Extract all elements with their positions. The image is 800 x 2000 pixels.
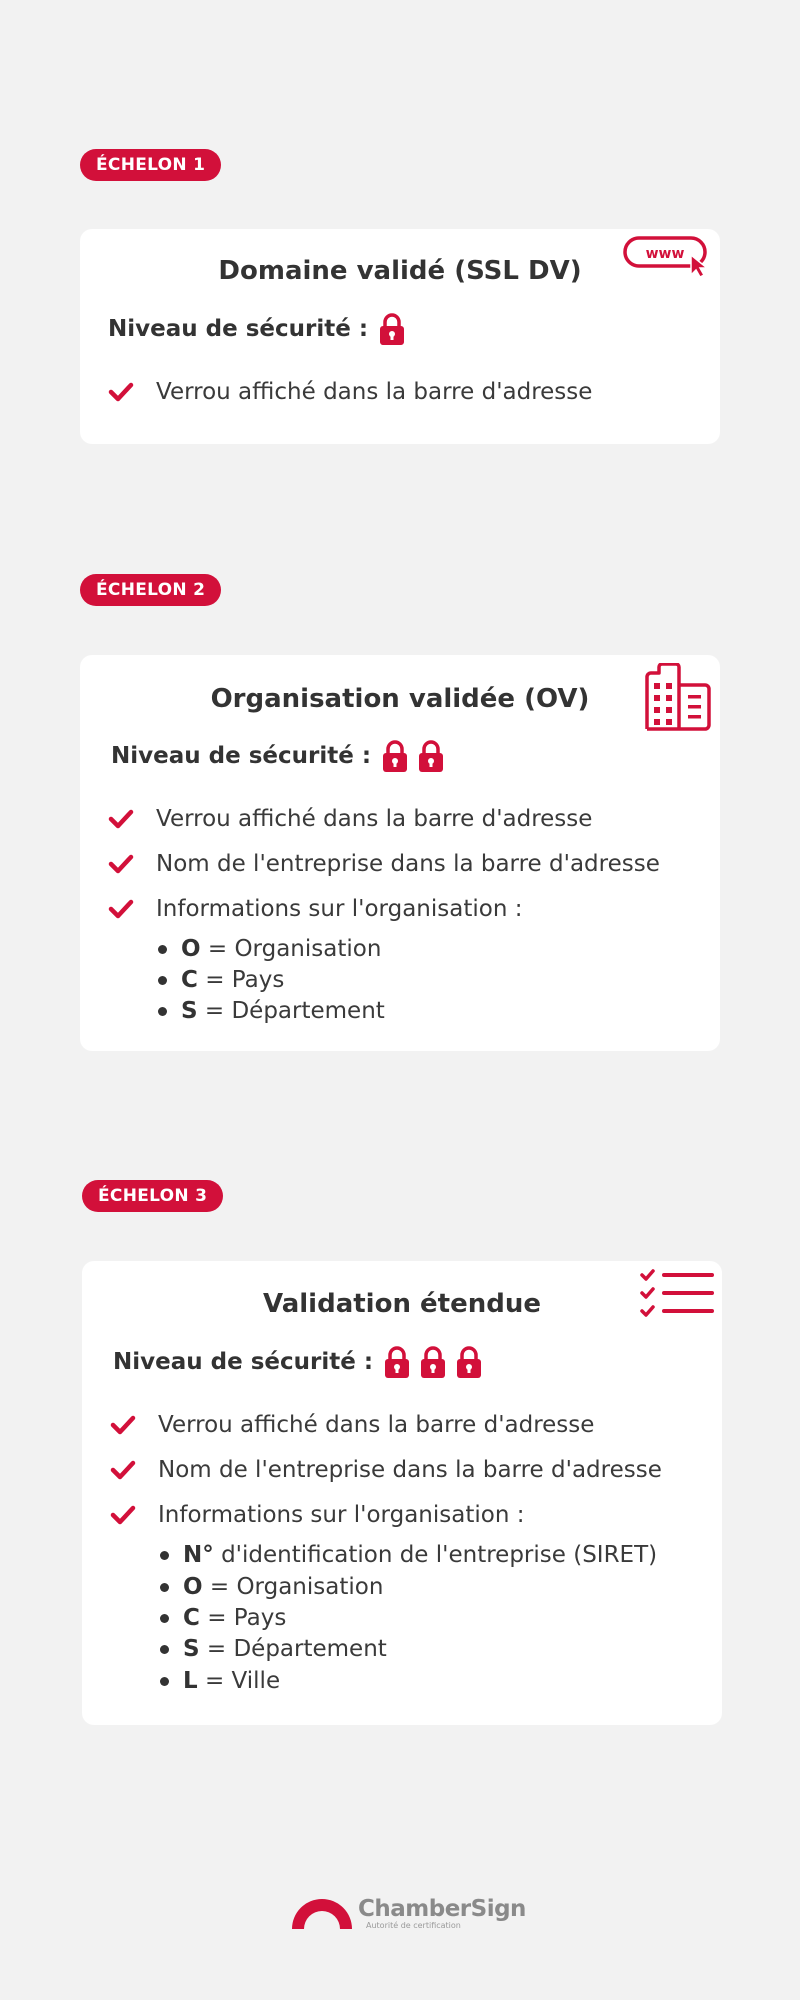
check-icon bbox=[108, 854, 134, 874]
tier-3-security-row bbox=[113, 1345, 491, 1379]
bullet-icon bbox=[158, 1007, 167, 1016]
chambersign-arch-icon bbox=[290, 1895, 354, 1931]
tier-2-feature-text: Verrou affiché dans la barre d'adresse bbox=[156, 806, 593, 832]
lock-icon bbox=[378, 312, 406, 346]
bullet-icon bbox=[160, 1614, 169, 1623]
tier-3-feature-text: Informations sur l'organisation : bbox=[158, 1502, 525, 1528]
brand bbox=[358, 1897, 526, 1931]
org-item-text: = Organisation bbox=[209, 1574, 384, 1600]
tier-2-org-item bbox=[158, 998, 385, 1024]
tier-3-org-item bbox=[160, 1668, 280, 1694]
tier-2-badge: ÉCHELON 2 bbox=[80, 574, 221, 606]
org-item-text: = Département bbox=[206, 1636, 387, 1662]
org-item-key: L bbox=[183, 1668, 198, 1694]
tier-3-feature bbox=[110, 1502, 524, 1528]
bullet-icon bbox=[158, 976, 167, 985]
org-item-text: = Ville bbox=[204, 1668, 281, 1694]
tier-3-security-label: Niveau de sécurité : bbox=[113, 1349, 374, 1375]
bullet-icon bbox=[158, 945, 167, 954]
org-item-text: d'identification de l'entreprise (SIRET) bbox=[221, 1542, 658, 1568]
org-item-key: C bbox=[183, 1605, 200, 1631]
svg-text:www: www bbox=[645, 246, 685, 262]
tier-2-feature bbox=[108, 896, 522, 922]
chambersign-logo bbox=[290, 1895, 526, 1931]
tier-3-title: Validation étendue bbox=[263, 1289, 541, 1319]
lock-icon bbox=[383, 1345, 411, 1379]
building-icon bbox=[643, 663, 713, 731]
lock-icon bbox=[381, 739, 409, 773]
tier-1-security-row bbox=[108, 312, 414, 346]
check-icon bbox=[108, 899, 134, 919]
check-icon bbox=[110, 1505, 136, 1525]
tier-2-feature bbox=[108, 806, 592, 832]
tier-1-feature-text: Verrou affiché dans la barre d'adresse bbox=[156, 379, 593, 405]
tier-2-org-item bbox=[158, 936, 381, 962]
check-icon bbox=[108, 382, 134, 402]
bullet-icon bbox=[160, 1583, 169, 1592]
org-item-key: C bbox=[181, 967, 198, 993]
check-icon bbox=[108, 809, 134, 829]
org-item-text: = Pays bbox=[205, 967, 285, 993]
org-item-key: O bbox=[181, 936, 201, 962]
lock-icon bbox=[455, 1345, 483, 1379]
org-item-key: S bbox=[181, 998, 198, 1024]
org-item-text: = Pays bbox=[207, 1605, 287, 1631]
check-icon bbox=[110, 1460, 136, 1480]
bullet-icon bbox=[160, 1551, 169, 1560]
tier-1-security-label: Niveau de sécurité : bbox=[108, 316, 369, 342]
bullet-icon bbox=[160, 1645, 169, 1654]
check-icon bbox=[110, 1415, 136, 1435]
tier-1-title: Domaine validé (SSL DV) bbox=[218, 256, 582, 286]
tier-2-feature-text: Informations sur l'organisation : bbox=[156, 896, 523, 922]
tier-3-feature bbox=[110, 1412, 594, 1438]
org-item-key: S bbox=[183, 1636, 200, 1662]
tier-2-org-item bbox=[158, 967, 284, 993]
tier-2-feature-text: Nom de l'entreprise dans la barre d'adresse bbox=[156, 851, 660, 877]
tier-1-feature bbox=[108, 379, 592, 405]
tier-2-security-label: Niveau de sécurité : bbox=[111, 743, 372, 769]
checklist-icon bbox=[640, 1269, 716, 1321]
lock-icon bbox=[417, 739, 445, 773]
org-item-text: = Département bbox=[204, 998, 385, 1024]
tier-3-badge: ÉCHELON 3 bbox=[82, 1180, 223, 1212]
tier-3-org-item bbox=[160, 1605, 286, 1631]
tier-2-card bbox=[80, 655, 720, 1051]
tier-2-security-row bbox=[111, 739, 453, 773]
tier-3-feature-text: Nom de l'entreprise dans la barre d'adresse bbox=[158, 1457, 662, 1483]
www-cursor-icon bbox=[623, 235, 713, 277]
tier-1-card bbox=[80, 229, 720, 444]
tier-2-feature bbox=[108, 851, 660, 877]
org-item-key: N° bbox=[183, 1542, 214, 1568]
tier-3-org-item bbox=[160, 1542, 657, 1568]
bullet-icon bbox=[160, 1677, 169, 1686]
brand-tagline: Autorité de certification bbox=[366, 1921, 461, 1930]
tier-3-org-item bbox=[160, 1574, 383, 1600]
tier-3-feature-text: Verrou affiché dans la barre d'adresse bbox=[158, 1412, 595, 1438]
lock-icon bbox=[419, 1345, 447, 1379]
brand-name: ChamberSign bbox=[358, 1896, 526, 1922]
tier-2-title: Organisation validée (OV) bbox=[210, 684, 590, 714]
org-item-text: = Organisation bbox=[207, 936, 382, 962]
org-item-key: O bbox=[183, 1574, 203, 1600]
tier-3-feature bbox=[110, 1457, 662, 1483]
tier-3-org-item bbox=[160, 1636, 387, 1662]
tier-1-badge: ÉCHELON 1 bbox=[80, 149, 221, 181]
tier-3-card bbox=[82, 1261, 722, 1725]
